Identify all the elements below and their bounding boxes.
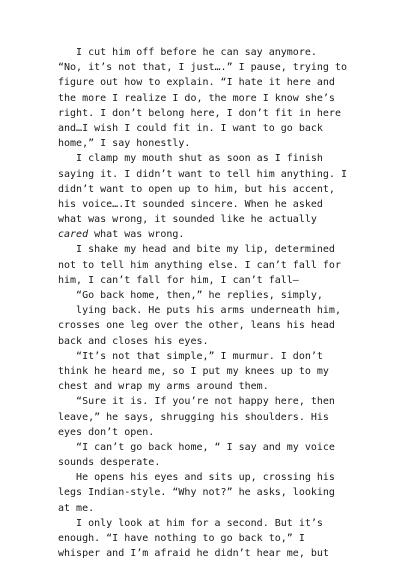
body-text (58, 45, 398, 561)
text-line: the more I realize I do, the more I know she’s (58, 92, 335, 104)
text-line: not to tell him anything else. I can’t fall for (58, 259, 341, 271)
text-line: chest and wrap my arms around them. (58, 381, 269, 393)
text-line: leave,” he says, shrugging his shoulders. His (58, 411, 329, 423)
text-line: right. I don’t belong here, I don’t fit in here (58, 107, 341, 119)
text-line: figure out how to explain. “I hate it here and (58, 77, 335, 89)
text-line: eyes don’t open. (58, 426, 155, 438)
text-line: saying it. I didn’t want to tell him anything. I (58, 168, 347, 180)
text-line: him, I can’t fall for him, I can’t fall— (58, 274, 299, 286)
text-line: “No, it’s not that, I just….” I pause, trying to (58, 62, 347, 74)
text-line: didn’t want to open up to him, but his accent, (58, 183, 335, 195)
text-line: at me. (58, 502, 95, 514)
emphasized-word: cared (58, 229, 89, 241)
text-line: He opens his eyes and sits up, crossing his (58, 472, 335, 484)
text-line: sounds desperate. (58, 457, 161, 469)
text-line: I only look at him for a second. But it’s (58, 517, 323, 529)
text-line: what was wrong, it sounded like he actually (58, 214, 317, 226)
text-line: back and closes his eyes. (58, 335, 209, 347)
text-line: “I can’t go back home, “ I say and my voice (58, 441, 335, 453)
text-line: his voice….It sounded sincere. When he asked (58, 198, 323, 210)
text-line: enough. “I have nothing to go back to,” I (58, 533, 305, 544)
text-line: I cut him off before he can say anymore. (58, 47, 317, 58)
text-line: legs Indian-style. “Why not?” he asks, looking (58, 487, 335, 499)
text-line: think he heard me, so I put my knees up to my (58, 365, 329, 377)
text-line: crosses one leg over the other, leans his head (58, 320, 335, 332)
text-line: and…I wish I could fit in. I want to go back (58, 122, 323, 134)
text-line: home,” I say honestly. (58, 138, 191, 150)
text-line-emphasis: cared what was wrong. (58, 229, 185, 241)
text-line: lying back. He puts his arms underneath him, (58, 305, 341, 317)
text-line: “It’s not that simple,” I murmur. I don’t (58, 350, 323, 362)
text-line: “Go back home, then,” he replies, simply, (58, 290, 323, 301)
text-line: “Sure it is. If you’re not happy here, then (58, 396, 335, 408)
text-line: I clamp my mouth shut as soon as I finish (58, 153, 323, 165)
text-line: whisper and I’m afraid he didn’t hear me, but (58, 548, 329, 560)
text-line: I shake my head and bite my lip, determined (58, 244, 335, 256)
